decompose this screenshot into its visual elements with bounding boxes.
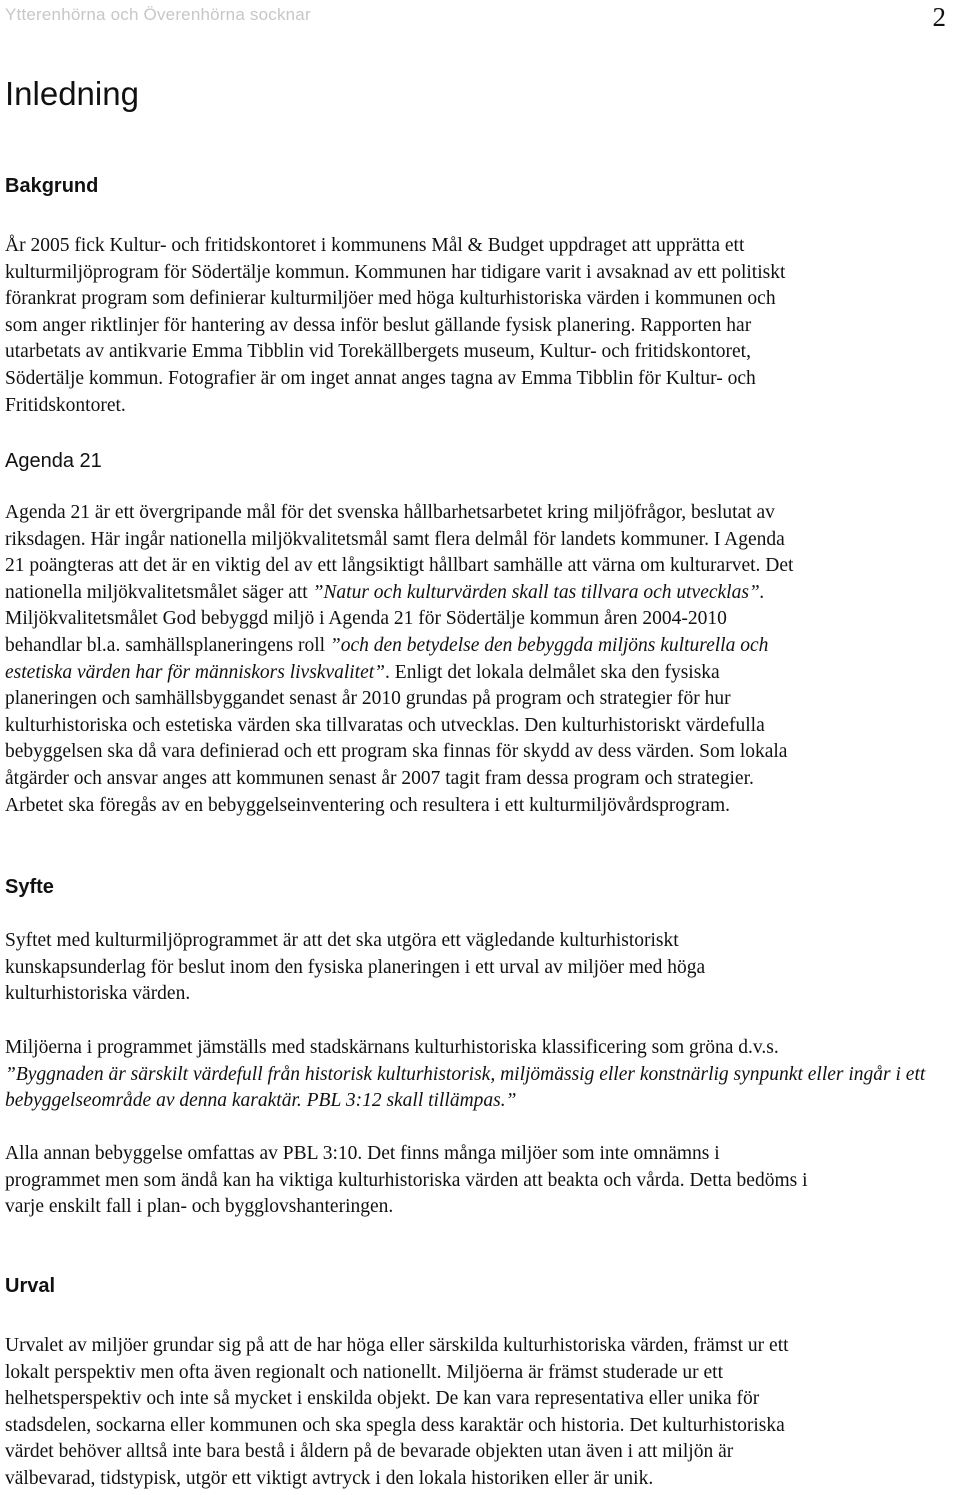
text-line: förankrat program som definierar kulturmiljöer med höga kulturhistoriska värden i kommunen och [5,288,776,310]
text-line: planeringen och samhällsbyggandet senast år 2010 grundas på program och strategier för hur [5,688,731,710]
paragraph-agenda-21 [5,500,957,819]
text-line: kulturmiljöprogram för Södertälje kommun. Kommunen har tidigare varit i avsaknad av ett politiskt [5,261,786,283]
quote-text: estetiska värden har för människors livskvalitet” [5,661,386,683]
text-line: kulturhistoriska och estetiska värden ska tillvaratas och utvecklas. Den kulturhistoriskt värdefulla [5,714,765,736]
text-line: År 2005 fick Kultur- och fritidskontoret i kommunens Mål & Budget uppdraget att upprätta ett [5,235,745,256]
text-line: kulturhistoriska värden. [5,983,191,1005]
text-line [5,633,957,660]
text-line: stadsdelen, sockarna eller kommunen och ska spegla dess karaktär och historia. Det kulturhistoriska [5,1414,785,1436]
text-line: Urvalet av miljöer grundar sig på att de har höga eller särskilda kulturhistoriska värden, främst ur ett [5,1335,789,1356]
text-line: åtgärder och ansvar anges att kommunen senast år 2007 tagit fram dessa program och strategier. [5,767,754,789]
quote-text: eller ingår i ett bebyggelseområde av denna karaktär. PBL 3:12 skall tillämpas.” [5,1063,926,1112]
text-run: nationella miljökvalitetsmålet säger att [5,581,313,603]
text-line: som anger riktlinjer för hantering av dessa inför beslut gällande fysisk planering. Rapporten har [5,314,752,336]
text-line: Södertälje kommun. Fotografier är om inget annat anges tagna av Emma Tibblin för Kultur- och [5,367,756,389]
quote-text: ”Natur och kulturvärden skall tas tillvara och utvecklas”. [312,581,765,603]
text-line: helhetsperspektiv och inte så mycket i enskilda objekt. De kan vara representativa eller unika för [5,1388,760,1410]
text-line: Agenda 21 är ett övergripande mål för det svenska hållbarhetsarbetet kring miljöfrågor, beslutat av [5,502,775,523]
paragraph-urval [5,1333,957,1493]
text-line: 21 poängteras att det är en viktig del av ett långsiktigt hållbart samhälle att värna om kulturarvet. Det [5,555,794,577]
running-header [5,2,946,30]
text-run: . Enligt det lokala delmålet ska den fysiska [385,661,720,683]
heading-agenda-21: Agenda 21 [5,450,102,472]
paragraph-syfte-3 [5,1141,957,1221]
text-line: välbevarad, tidstypisk, utgör ett viktigt avtryck i den lokala historiken eller är unik. [5,1467,654,1489]
paragraph-bakgrund [5,233,957,419]
text-line [5,660,957,687]
text-line: lokalt perspektiv men ofta även regionalt och nationellt. Miljöerna är främst studerade ur ett [5,1361,724,1383]
heading-syfte: Syfte [5,876,54,898]
text-line: Miljökvalitetsmålet God bebyggd miljö i Agenda 21 för Södertälje kommun åren 2004-2010 [5,608,727,630]
header-title: Ytterenhörna och Överenhörna socknar [5,5,311,24]
page-title: Inledning [5,75,139,112]
text-line: bebyggelsen ska då vara definierad och ett program ska finnas för skydd av dess värden. Som lokala [5,741,788,763]
text-line: Miljöerna i programmet jämställs med stadskärnans kulturhistoriska klassificering som gröna d.v.s. [5,1037,779,1058]
quote-text: ”och den betydelse den bebyggda miljöns kulturella och [329,634,769,656]
text-line: Fritidskontoret. [5,394,126,416]
text-line: kunskapsunderlag för beslut inom den fysiska planeringen i ett urval av miljöer med höga [5,956,706,978]
paragraph-syfte-1 [5,928,957,1008]
text-line: utarbetats av antikvarie Emma Tibblin vid Torekällbergets museum, Kultur- och fritidskontoret, [5,341,751,363]
page-number: 2 [932,2,946,32]
paragraph-syfte-2 [5,1035,957,1115]
text-line: Arbetet ska föregås av en bebyggelseinventering och resultera i ett kulturmiljövårdsprogram. [5,794,731,816]
text-line: Alla annan bebyggelse omfattas av PBL 3:10. Det finns många miljöer som inte omnämns i [5,1143,720,1164]
text-line: Syftet med kulturmiljöprogrammet är att det ska utgöra ett vägledande kulturhistoriskt [5,930,679,951]
text-run: behandlar bl.a. samhällsplaneringens roll [5,634,330,656]
heading-urval: Urval [5,1275,56,1297]
text-line: programmet men som ändå kan ha viktiga kulturhistoriska värden att beakta och vårda. Detta bedöms i [5,1169,808,1191]
text-line: värdet behöver alltså inte bara bestå i åldern på de bevarade objekten utan även i att miljön är [5,1441,734,1463]
heading-bakgrund: Bakgrund [5,175,99,197]
quote-text: ”Byggnaden är särskilt värdefull från historisk kulturhistorisk, miljömässig eller konstnärlig synpunkt [5,1063,803,1085]
text-line: varje enskilt fall i plan- och bygglovshanteringen. [5,1196,394,1218]
text-line: riksdagen. Här ingår nationella miljökvalitetsmål samt flera delmål för landets kommuner. I Agenda [5,528,785,550]
text-line [5,580,957,607]
